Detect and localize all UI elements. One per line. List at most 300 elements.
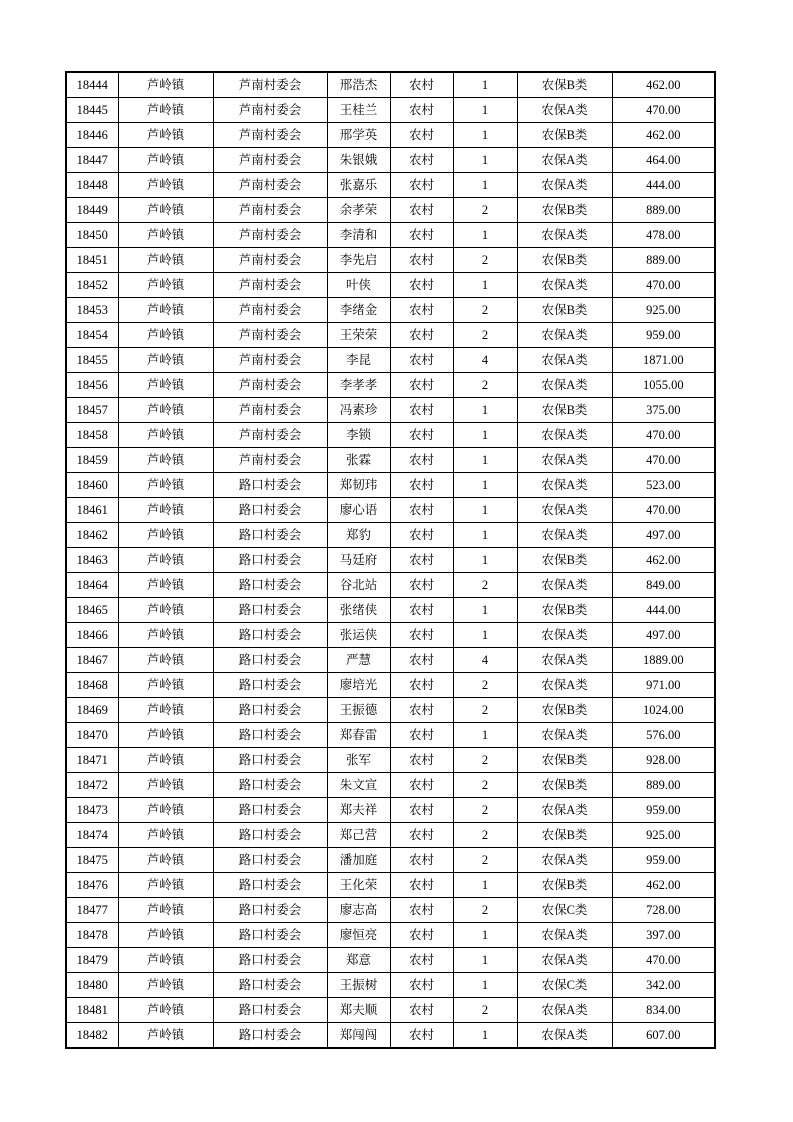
cell-household-type: 农村 [390, 498, 453, 523]
cell-person-name: 王桂兰 [327, 98, 390, 123]
cell-town: 芦岭镇 [118, 198, 213, 223]
cell-village-committee: 芦南村委会 [213, 198, 327, 223]
cell-amount: 576.00 [612, 723, 715, 748]
records-table-body [66, 72, 715, 1048]
cell-household-type: 农村 [390, 848, 453, 873]
cell-insurance-category: 农保A类 [517, 798, 612, 823]
cell-person-name: 李先启 [327, 248, 390, 273]
cell-amount: 464.00 [612, 148, 715, 173]
table-row [66, 548, 715, 573]
cell-amount: 462.00 [612, 72, 715, 98]
cell-household-type: 农村 [390, 923, 453, 948]
cell-household-type: 农村 [390, 323, 453, 348]
cell-insurance-category: 农保B类 [517, 123, 612, 148]
table-row [66, 498, 715, 523]
cell-amount: 925.00 [612, 298, 715, 323]
cell-village-committee: 路口村委会 [213, 548, 327, 573]
cell-insurance-category: 农保B类 [517, 548, 612, 573]
cell-household-type: 农村 [390, 573, 453, 598]
cell-town: 芦岭镇 [118, 898, 213, 923]
cell-seq: 18457 [66, 398, 118, 423]
table-row [66, 198, 715, 223]
cell-seq: 18474 [66, 823, 118, 848]
cell-town: 芦岭镇 [118, 573, 213, 598]
cell-person-count: 1 [453, 98, 517, 123]
cell-person-count: 1 [453, 873, 517, 898]
cell-village-committee: 路口村委会 [213, 898, 327, 923]
cell-person-count: 1 [453, 273, 517, 298]
cell-insurance-category: 农保A类 [517, 498, 612, 523]
table-row [66, 298, 715, 323]
cell-town: 芦岭镇 [118, 748, 213, 773]
table-row [66, 673, 715, 698]
table-row [66, 448, 715, 473]
cell-insurance-category: 农保A类 [517, 523, 612, 548]
cell-town: 芦岭镇 [118, 798, 213, 823]
table-row [66, 623, 715, 648]
cell-seq: 18451 [66, 248, 118, 273]
cell-person-name: 邢浩杰 [327, 72, 390, 98]
cell-village-committee: 路口村委会 [213, 948, 327, 973]
cell-village-committee: 芦南村委会 [213, 348, 327, 373]
cell-village-committee: 芦南村委会 [213, 223, 327, 248]
cell-household-type: 农村 [390, 148, 453, 173]
cell-amount: 1055.00 [612, 373, 715, 398]
table-row [66, 798, 715, 823]
table-row [66, 223, 715, 248]
cell-amount: 889.00 [612, 248, 715, 273]
cell-town: 芦岭镇 [118, 348, 213, 373]
table-row [66, 598, 715, 623]
cell-town: 芦岭镇 [118, 523, 213, 548]
cell-seq: 18477 [66, 898, 118, 923]
cell-village-committee: 芦南村委会 [213, 248, 327, 273]
cell-town: 芦岭镇 [118, 248, 213, 273]
cell-insurance-category: 农保B类 [517, 248, 612, 273]
cell-town: 芦岭镇 [118, 72, 213, 98]
cell-insurance-category: 农保A类 [517, 148, 612, 173]
cell-seq: 18461 [66, 498, 118, 523]
cell-village-committee: 路口村委会 [213, 573, 327, 598]
cell-person-count: 1 [453, 123, 517, 148]
cell-village-committee: 芦南村委会 [213, 173, 327, 198]
cell-village-committee: 芦南村委会 [213, 123, 327, 148]
table-row [66, 373, 715, 398]
cell-town: 芦岭镇 [118, 648, 213, 673]
cell-person-name: 廖心语 [327, 498, 390, 523]
cell-insurance-category: 农保A类 [517, 623, 612, 648]
cell-person-name: 马廷府 [327, 548, 390, 573]
cell-village-committee: 路口村委会 [213, 798, 327, 823]
cell-person-name: 严慧 [327, 648, 390, 673]
cell-person-name: 潘加庭 [327, 848, 390, 873]
cell-seq: 18464 [66, 573, 118, 598]
table-row [66, 473, 715, 498]
cell-person-name: 廖志高 [327, 898, 390, 923]
cell-village-committee: 路口村委会 [213, 623, 327, 648]
cell-household-type: 农村 [390, 223, 453, 248]
cell-person-name: 李锁 [327, 423, 390, 448]
cell-insurance-category: 农保B类 [517, 398, 612, 423]
cell-person-name: 张绪侠 [327, 598, 390, 623]
cell-town: 芦岭镇 [118, 773, 213, 798]
cell-amount: 462.00 [612, 873, 715, 898]
cell-household-type: 农村 [390, 473, 453, 498]
cell-seq: 18452 [66, 273, 118, 298]
cell-seq: 18476 [66, 873, 118, 898]
cell-amount: 478.00 [612, 223, 715, 248]
cell-seq: 18444 [66, 72, 118, 98]
cell-person-name: 张运侠 [327, 623, 390, 648]
cell-household-type: 农村 [390, 973, 453, 998]
cell-person-count: 2 [453, 573, 517, 598]
cell-amount: 462.00 [612, 548, 715, 573]
cell-amount: 849.00 [612, 573, 715, 598]
cell-insurance-category: 农保A类 [517, 448, 612, 473]
cell-amount: 889.00 [612, 198, 715, 223]
cell-person-count: 1 [453, 498, 517, 523]
cell-person-name: 郑夫顺 [327, 998, 390, 1023]
cell-person-count: 2 [453, 898, 517, 923]
table-row [66, 173, 715, 198]
cell-household-type: 农村 [390, 648, 453, 673]
cell-insurance-category: 农保A类 [517, 323, 612, 348]
cell-household-type: 农村 [390, 1023, 453, 1049]
cell-amount: 497.00 [612, 623, 715, 648]
cell-village-committee: 路口村委会 [213, 998, 327, 1023]
cell-village-committee: 路口村委会 [213, 823, 327, 848]
cell-insurance-category: 农保A类 [517, 998, 612, 1023]
cell-town: 芦岭镇 [118, 548, 213, 573]
cell-amount: 889.00 [612, 773, 715, 798]
cell-person-name: 朱银娥 [327, 148, 390, 173]
table-row [66, 848, 715, 873]
records-table [65, 71, 716, 1049]
cell-seq: 18462 [66, 523, 118, 548]
cell-insurance-category: 农保B类 [517, 72, 612, 98]
cell-insurance-category: 农保A类 [517, 173, 612, 198]
cell-seq: 18472 [66, 773, 118, 798]
cell-town: 芦岭镇 [118, 848, 213, 873]
cell-household-type: 农村 [390, 698, 453, 723]
cell-seq: 18481 [66, 998, 118, 1023]
cell-person-name: 王荣荣 [327, 323, 390, 348]
cell-person-count: 1 [453, 548, 517, 573]
cell-household-type: 农村 [390, 623, 453, 648]
cell-seq: 18468 [66, 673, 118, 698]
cell-insurance-category: 农保A类 [517, 848, 612, 873]
cell-amount: 497.00 [612, 523, 715, 548]
cell-person-name: 张霖 [327, 448, 390, 473]
cell-person-count: 1 [453, 148, 517, 173]
cell-village-committee: 芦南村委会 [213, 373, 327, 398]
cell-person-count: 2 [453, 798, 517, 823]
cell-insurance-category: 农保C类 [517, 898, 612, 923]
cell-insurance-category: 农保B类 [517, 823, 612, 848]
cell-insurance-category: 农保A类 [517, 723, 612, 748]
cell-household-type: 农村 [390, 798, 453, 823]
cell-person-name: 李孝孝 [327, 373, 390, 398]
cell-seq: 18446 [66, 123, 118, 148]
cell-household-type: 农村 [390, 198, 453, 223]
cell-person-count: 1 [453, 973, 517, 998]
cell-town: 芦岭镇 [118, 623, 213, 648]
table-row [66, 398, 715, 423]
cell-household-type: 农村 [390, 298, 453, 323]
table-row [66, 248, 715, 273]
cell-town: 芦岭镇 [118, 448, 213, 473]
cell-village-committee: 芦南村委会 [213, 72, 327, 98]
cell-person-name: 郑豹 [327, 523, 390, 548]
cell-seq: 18479 [66, 948, 118, 973]
table-row [66, 273, 715, 298]
cell-town: 芦岭镇 [118, 373, 213, 398]
cell-person-count: 1 [453, 173, 517, 198]
cell-person-count: 1 [453, 448, 517, 473]
table-row [66, 323, 715, 348]
cell-amount: 1024.00 [612, 698, 715, 723]
cell-household-type: 农村 [390, 823, 453, 848]
cell-insurance-category: 农保A类 [517, 423, 612, 448]
cell-insurance-category: 农保B类 [517, 198, 612, 223]
cell-person-count: 4 [453, 348, 517, 373]
cell-town: 芦岭镇 [118, 598, 213, 623]
cell-town: 芦岭镇 [118, 173, 213, 198]
cell-person-name: 叶侠 [327, 273, 390, 298]
table-row [66, 898, 715, 923]
cell-person-count: 2 [453, 248, 517, 273]
cell-person-name: 冯素珍 [327, 398, 390, 423]
cell-person-name: 李清和 [327, 223, 390, 248]
cell-person-name: 邢学英 [327, 123, 390, 148]
cell-person-count: 1 [453, 598, 517, 623]
cell-amount: 470.00 [612, 273, 715, 298]
cell-person-name: 郑闯闯 [327, 1023, 390, 1049]
cell-seq: 18448 [66, 173, 118, 198]
cell-person-count: 2 [453, 848, 517, 873]
cell-person-count: 1 [453, 72, 517, 98]
cell-person-count: 1 [453, 923, 517, 948]
cell-person-name: 王振树 [327, 973, 390, 998]
cell-household-type: 农村 [390, 173, 453, 198]
cell-person-name: 郑春雷 [327, 723, 390, 748]
cell-seq: 18450 [66, 223, 118, 248]
cell-household-type: 农村 [390, 423, 453, 448]
cell-insurance-category: 农保B类 [517, 298, 612, 323]
cell-person-name: 李昆 [327, 348, 390, 373]
table-row [66, 423, 715, 448]
cell-village-committee: 芦南村委会 [213, 423, 327, 448]
cell-town: 芦岭镇 [118, 473, 213, 498]
cell-amount: 1889.00 [612, 648, 715, 673]
cell-household-type: 农村 [390, 523, 453, 548]
cell-amount: 342.00 [612, 973, 715, 998]
cell-village-committee: 芦南村委会 [213, 273, 327, 298]
cell-village-committee: 路口村委会 [213, 473, 327, 498]
cell-town: 芦岭镇 [118, 323, 213, 348]
cell-seq: 18469 [66, 698, 118, 723]
cell-amount: 375.00 [612, 398, 715, 423]
cell-village-committee: 路口村委会 [213, 973, 327, 998]
cell-insurance-category: 农保A类 [517, 948, 612, 973]
cell-amount: 928.00 [612, 748, 715, 773]
cell-amount: 523.00 [612, 473, 715, 498]
cell-person-name: 张嘉乐 [327, 173, 390, 198]
cell-household-type: 农村 [390, 373, 453, 398]
cell-amount: 397.00 [612, 923, 715, 948]
cell-person-count: 4 [453, 648, 517, 673]
cell-town: 芦岭镇 [118, 273, 213, 298]
cell-person-name: 郑夫祥 [327, 798, 390, 823]
cell-household-type: 农村 [390, 948, 453, 973]
cell-person-name: 郑意 [327, 948, 390, 973]
table-row [66, 348, 715, 373]
cell-amount: 470.00 [612, 948, 715, 973]
cell-household-type: 农村 [390, 448, 453, 473]
table-row [66, 873, 715, 898]
cell-household-type: 农村 [390, 598, 453, 623]
table-row [66, 973, 715, 998]
cell-village-committee: 路口村委会 [213, 848, 327, 873]
cell-person-count: 1 [453, 523, 517, 548]
cell-household-type: 农村 [390, 248, 453, 273]
cell-seq: 18465 [66, 598, 118, 623]
cell-seq: 18454 [66, 323, 118, 348]
cell-person-count: 2 [453, 698, 517, 723]
cell-household-type: 农村 [390, 548, 453, 573]
cell-household-type: 农村 [390, 898, 453, 923]
cell-insurance-category: 农保A类 [517, 673, 612, 698]
table-row [66, 523, 715, 548]
cell-insurance-category: 农保A类 [517, 223, 612, 248]
cell-town: 芦岭镇 [118, 698, 213, 723]
cell-town: 芦岭镇 [118, 98, 213, 123]
cell-seq: 18473 [66, 798, 118, 823]
cell-town: 芦岭镇 [118, 998, 213, 1023]
cell-household-type: 农村 [390, 873, 453, 898]
cell-person-count: 1 [453, 398, 517, 423]
cell-amount: 462.00 [612, 123, 715, 148]
cell-seq: 18455 [66, 348, 118, 373]
cell-person-name: 廖恒亮 [327, 923, 390, 948]
cell-town: 芦岭镇 [118, 723, 213, 748]
cell-household-type: 农村 [390, 748, 453, 773]
cell-town: 芦岭镇 [118, 823, 213, 848]
cell-town: 芦岭镇 [118, 948, 213, 973]
cell-amount: 959.00 [612, 848, 715, 873]
cell-village-committee: 芦南村委会 [213, 98, 327, 123]
cell-amount: 444.00 [612, 598, 715, 623]
cell-insurance-category: 农保B类 [517, 598, 612, 623]
cell-village-committee: 路口村委会 [213, 748, 327, 773]
cell-seq: 18475 [66, 848, 118, 873]
cell-seq: 18467 [66, 648, 118, 673]
cell-insurance-category: 农保A类 [517, 373, 612, 398]
cell-household-type: 农村 [390, 398, 453, 423]
cell-person-count: 1 [453, 423, 517, 448]
cell-person-count: 1 [453, 723, 517, 748]
cell-village-committee: 芦南村委会 [213, 148, 327, 173]
table-row [66, 98, 715, 123]
cell-person-count: 1 [453, 223, 517, 248]
cell-seq: 18480 [66, 973, 118, 998]
cell-person-name: 张军 [327, 748, 390, 773]
cell-insurance-category: 农保B类 [517, 748, 612, 773]
cell-seq: 18471 [66, 748, 118, 773]
cell-person-name: 王振德 [327, 698, 390, 723]
cell-household-type: 农村 [390, 348, 453, 373]
cell-insurance-category: 农保B类 [517, 773, 612, 798]
table-row [66, 923, 715, 948]
table-row [66, 748, 715, 773]
cell-person-count: 2 [453, 198, 517, 223]
cell-town: 芦岭镇 [118, 1023, 213, 1049]
cell-village-committee: 路口村委会 [213, 523, 327, 548]
cell-amount: 959.00 [612, 323, 715, 348]
cell-insurance-category: 农保B类 [517, 698, 612, 723]
table-row [66, 773, 715, 798]
cell-household-type: 农村 [390, 273, 453, 298]
cell-town: 芦岭镇 [118, 123, 213, 148]
cell-seq: 18458 [66, 423, 118, 448]
cell-person-name: 郑韧玮 [327, 473, 390, 498]
table-row [66, 72, 715, 98]
cell-person-name: 朱文宣 [327, 773, 390, 798]
table-row [66, 998, 715, 1023]
cell-household-type: 农村 [390, 72, 453, 98]
table-row [66, 148, 715, 173]
cell-amount: 470.00 [612, 98, 715, 123]
cell-village-committee: 路口村委会 [213, 923, 327, 948]
table-row [66, 823, 715, 848]
cell-village-committee: 路口村委会 [213, 773, 327, 798]
cell-insurance-category: 农保A类 [517, 923, 612, 948]
cell-town: 芦岭镇 [118, 923, 213, 948]
cell-person-count: 2 [453, 773, 517, 798]
cell-person-count: 1 [453, 473, 517, 498]
cell-amount: 444.00 [612, 173, 715, 198]
cell-household-type: 农村 [390, 673, 453, 698]
cell-seq: 18447 [66, 148, 118, 173]
cell-seq: 18470 [66, 723, 118, 748]
cell-village-committee: 芦南村委会 [213, 398, 327, 423]
cell-village-committee: 路口村委会 [213, 598, 327, 623]
cell-insurance-category: 农保A类 [517, 473, 612, 498]
cell-amount: 470.00 [612, 498, 715, 523]
cell-household-type: 农村 [390, 723, 453, 748]
cell-amount: 1871.00 [612, 348, 715, 373]
cell-seq: 18478 [66, 923, 118, 948]
cell-insurance-category: 农保C类 [517, 973, 612, 998]
cell-town: 芦岭镇 [118, 148, 213, 173]
cell-insurance-category: 农保A类 [517, 648, 612, 673]
table-row [66, 948, 715, 973]
cell-seq: 18449 [66, 198, 118, 223]
cell-seq: 18453 [66, 298, 118, 323]
cell-seq: 18445 [66, 98, 118, 123]
cell-person-count: 1 [453, 948, 517, 973]
cell-amount: 971.00 [612, 673, 715, 698]
cell-village-committee: 芦南村委会 [213, 448, 327, 473]
cell-town: 芦岭镇 [118, 223, 213, 248]
cell-village-committee: 路口村委会 [213, 498, 327, 523]
cell-household-type: 农村 [390, 98, 453, 123]
cell-insurance-category: 农保B类 [517, 873, 612, 898]
cell-seq: 18459 [66, 448, 118, 473]
cell-person-count: 2 [453, 823, 517, 848]
cell-amount: 470.00 [612, 448, 715, 473]
table-row [66, 698, 715, 723]
